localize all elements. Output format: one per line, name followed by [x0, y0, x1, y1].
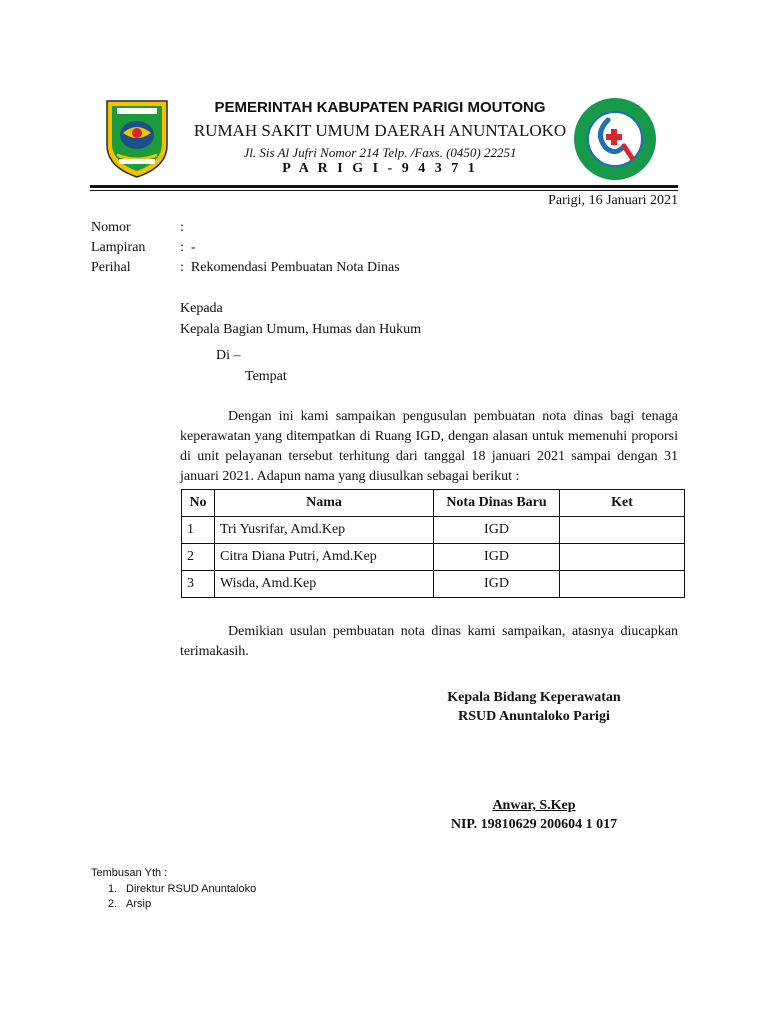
signature-title-line2: RSUD Anuntaloko Parigi: [458, 709, 610, 724]
hospital-title: RUMAH SAKIT UMUM DAERAH ANUNTALOKO: [193, 121, 567, 140]
letter-date: Parigi, 16 Januari 2021: [548, 193, 678, 208]
rsud-seal-logo: [572, 96, 658, 182]
meta-label-perihal: Perihal: [91, 260, 131, 275]
recipient-di: Di –: [216, 348, 241, 363]
cell-nama: Citra Diana Putri, Amd.Kep: [215, 544, 434, 571]
recipient-name: Kepala Bagian Umum, Humas dan Hukum: [180, 322, 422, 337]
copy-item-2: Arsip: [126, 898, 152, 910]
recipient-greeting: Kepada: [180, 301, 223, 316]
cell-nama: Tri Yusrifar, Amd.Kep: [215, 517, 434, 544]
letterhead-rule-thick: [90, 185, 678, 188]
cell-ket: [560, 544, 685, 571]
copy-item-number-1: 1.: [108, 883, 118, 895]
hospital-address: Jl. Sis Al Jufri Nomor 214 Telp. /Faxs. (0450) 22251: [243, 145, 517, 160]
cell-no: 3: [182, 571, 215, 598]
cell-nota: IGD: [434, 571, 560, 598]
cell-ket: [560, 517, 685, 544]
meta-label-lampiran: Lampiran: [91, 240, 146, 255]
meta-value-perihal: : Rekomendasi Pembuatan Nota Dinas: [180, 260, 400, 275]
col-header-ket: Ket: [560, 490, 685, 517]
col-header-nama: Nama: [215, 490, 434, 517]
table-row: [182, 517, 685, 544]
signatory-name: Anwar, S.Kep: [492, 798, 576, 813]
cell-no: 1: [182, 517, 215, 544]
table-row: [182, 544, 685, 571]
cell-nota: IGD: [434, 517, 560, 544]
copy-item-number-2: 2.: [108, 898, 118, 910]
kabupaten-emblem-logo: [101, 97, 173, 179]
letter-closing: Demikian usulan pembuatan nota dinas kami sampaikan, atasnya diucapkan terimakasih.: [180, 624, 678, 659]
table-header-row: [182, 490, 685, 517]
col-header-no: No: [182, 490, 215, 517]
cell-nama: Wisda, Amd.Kep: [215, 571, 434, 598]
table-row: [182, 571, 685, 598]
meta-label-nomor: Nomor: [91, 220, 131, 235]
cell-ket: [560, 571, 685, 598]
meta-value-lampiran: : -: [180, 240, 196, 255]
col-header-nota: Nota Dinas Baru: [434, 490, 560, 517]
city-postal: P A R I G I - 9 4 3 7 1: [282, 161, 478, 176]
signature-title-line1: Kepala Bidang Keperawatan: [447, 690, 621, 705]
nominee-table: [181, 489, 685, 598]
recipient-place: Tempat: [245, 369, 287, 384]
letter-body: Dengan ini kami sampaikan pengusulan pembuatan nota dinas bagi tenaga keperawatan yang ditempatkan di Ruang IGD, dengan alasan untuk memenuhi proporsi di unit pelayanan tersebut terhitung dari tanggal 18 januari 2021 sampai dengan 31 januari 2021. Adapun nama yang diusulkan sebagai berikut :: [180, 409, 678, 484]
copy-heading: Tembusan Yth :: [91, 867, 168, 879]
government-title: PEMERINTAH KABUPATEN PARIGI MOUTONG: [214, 99, 546, 116]
cell-nota: IGD: [434, 544, 560, 571]
cell-no: 2: [182, 544, 215, 571]
meta-value-nomor: :: [180, 220, 184, 235]
copy-item-1: Direktur RSUD Anuntaloko: [126, 883, 257, 895]
signatory-nip: NIP. 19810629 200604 1 017: [450, 817, 618, 832]
